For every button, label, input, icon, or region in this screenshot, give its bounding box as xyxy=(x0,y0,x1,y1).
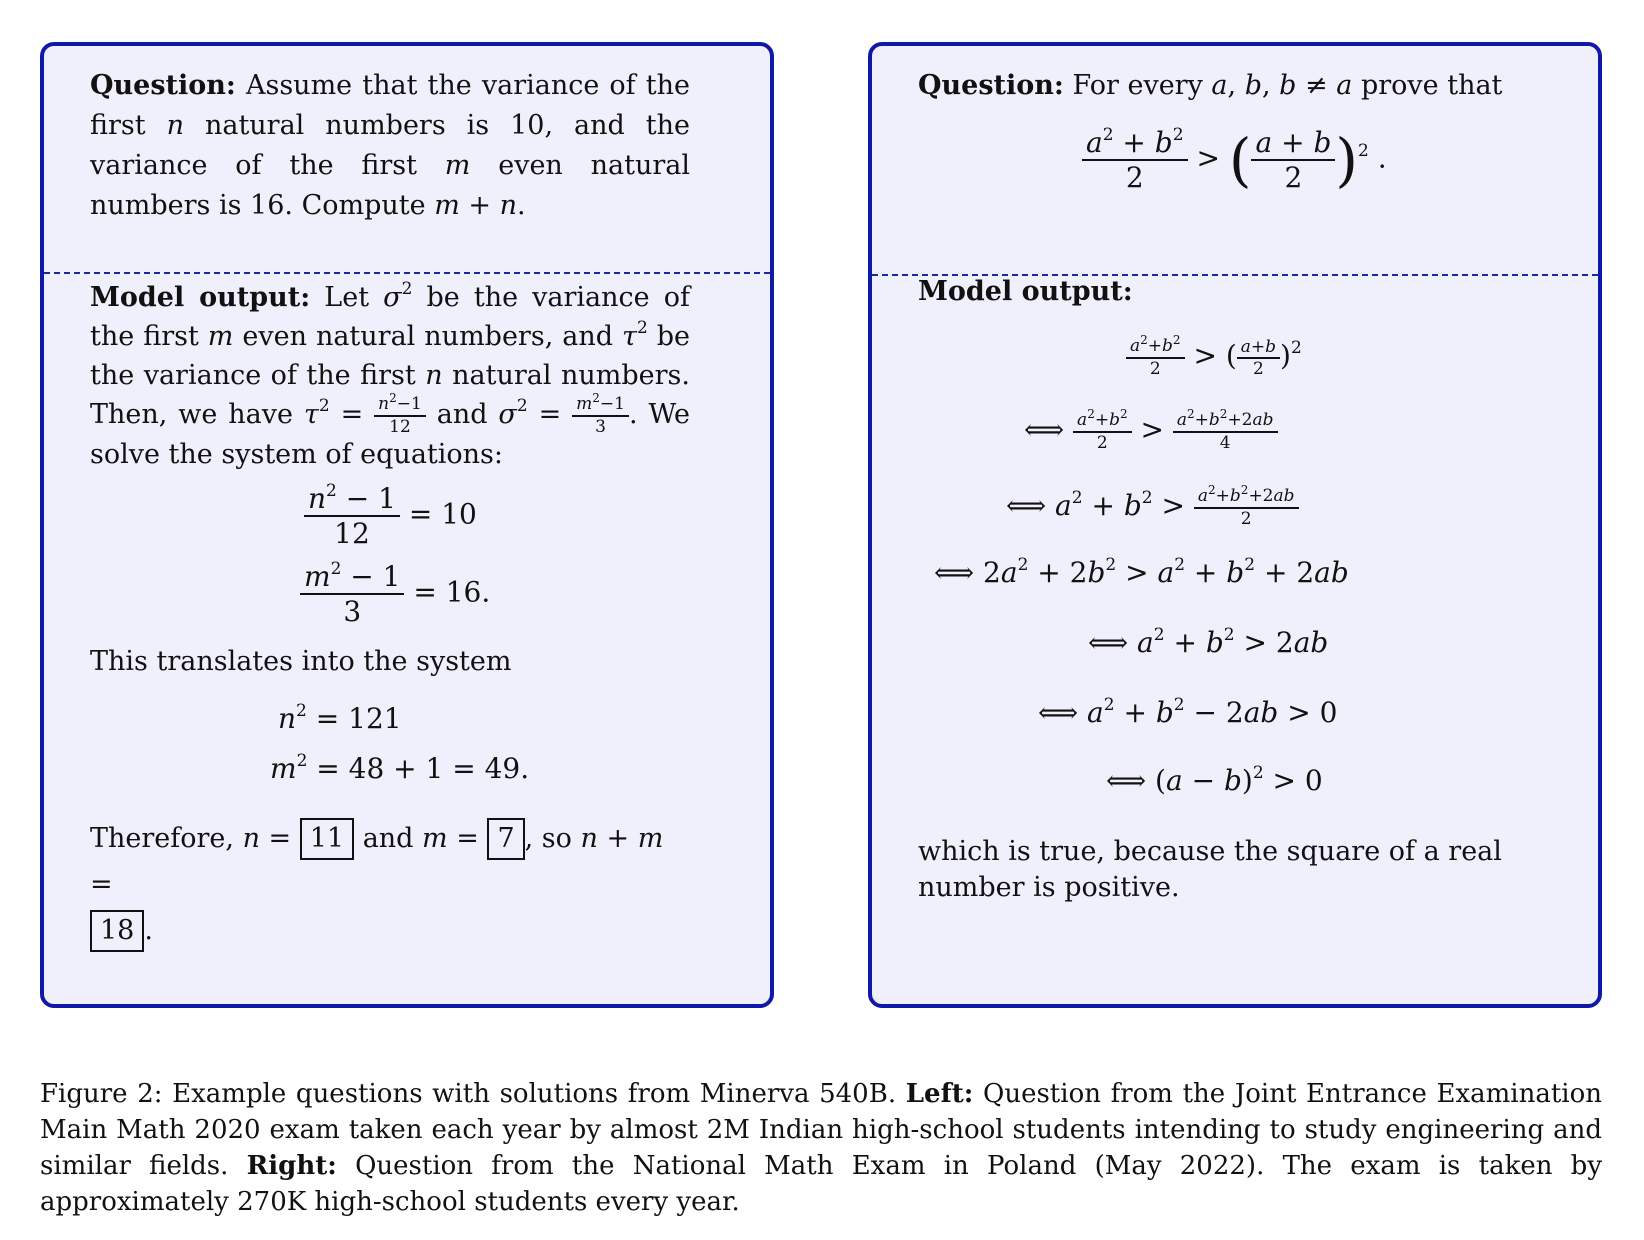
right-output-label: Model output: xyxy=(918,276,1133,307)
caption-lead: Example questions with solutions from Minerva 540B. xyxy=(172,1079,897,1109)
translate-text: This translates into the system xyxy=(90,646,512,677)
right-question-label: Question: xyxy=(918,70,1064,101)
proof-step-2: ⟺ $\frac{a^2+b^2}{2}$ > $\frac{a^2+b^2+2ab}{4}$ xyxy=(1024,410,1278,453)
inequality-display: $\frac{a^2 + b^2}{2}$ > ( $\frac{a + b}{2}$ )$^2$ . xyxy=(1082,126,1387,194)
left-answer: Therefore, n = 11 and m = 7 , so n + m = 18 . xyxy=(90,816,690,954)
equation-n-variance: $\frac{n^2 - 1}{12}$ = 10 xyxy=(304,482,477,550)
answer-n-box: 11 xyxy=(300,818,354,860)
sigma-fraction: $\frac{m^2-1}{3}$ xyxy=(572,394,629,437)
left-question: Question: Assume that the variance of the first n natural numbers is 10, and the variance of the first m even natural numbers is 16. Compute m + n. xyxy=(90,70,690,221)
left-question-label: Question: xyxy=(90,70,236,101)
answer-m-box: 7 xyxy=(487,818,524,860)
right-conclusion: which is true, because the square of a real number is positive. xyxy=(918,836,1502,903)
proof-step-4: ⟺ $2a^2 + 2b^2 > a^2 + b^2 + 2ab$ xyxy=(934,555,1349,589)
right-example-panel xyxy=(868,42,1602,1008)
equation-m-squared: $m^2 = 48 + 1 = 49$. xyxy=(270,751,530,785)
left-output-label: Model output: xyxy=(90,282,311,313)
caption-figure-label: Figure 2: xyxy=(40,1079,163,1109)
proof-step-3: ⟺ $a^2 + b^2$ > $\frac{a^2+b^2+2ab}{2}$ xyxy=(1006,486,1299,529)
proof-step-1: $\frac{a^2+b^2}{2}$ > ( $\frac{a+b}{2}$ )$^2$ xyxy=(1126,336,1302,379)
caption-right-text: Question from the National Math Exam in Poland (May 2022). The exam is taken by approximately 270K high-school students every year. xyxy=(40,1151,1603,1217)
proof-step-6: ⟺ $a^2 + b^2 - 2ab > 0$ xyxy=(1038,695,1338,729)
figure-caption xyxy=(40,1076,1602,1220)
caption-right-label: Right: xyxy=(246,1151,337,1181)
caption-left-text: Question from the Joint Entrance Examination Main Math 2020 exam taken each year by almost 2M Indian high-school students intending to study engineering and similar fields. xyxy=(40,1079,1602,1181)
proof-step-7: ⟺ $(a - b)^2 > 0$ xyxy=(1106,763,1323,797)
left-example-panel xyxy=(40,42,774,1008)
answer-sum-box: 18 xyxy=(90,910,144,952)
caption-left-label: Left: xyxy=(905,1079,974,1109)
equation-n-squared: $n^2 = 121$ xyxy=(278,701,402,735)
right-question: Question: For every a, b, b ≠ a prove that xyxy=(918,70,1503,101)
left-divider xyxy=(44,272,770,274)
left-output-intro: Model output: Let $\sigma^2$ be the variance of the first m even natural numbers, and $\tau^2$ be the variance of the first n natural numbers. Then, we have $\tau^2$ = $\frac{n^2-1}{12}$ and $\sigma^2$ = $\frac{m^2-1}{3}$ . We solve the system of equations: xyxy=(90,279,691,470)
tau-fraction: $\frac{n^2-1}{12}$ xyxy=(374,394,426,437)
equation-m-variance: $\frac{m^2 - 1}{3}$ = 16. xyxy=(300,560,490,628)
proof-step-5: ⟺ $a^2 + b^2 > 2ab$ xyxy=(1088,625,1329,659)
